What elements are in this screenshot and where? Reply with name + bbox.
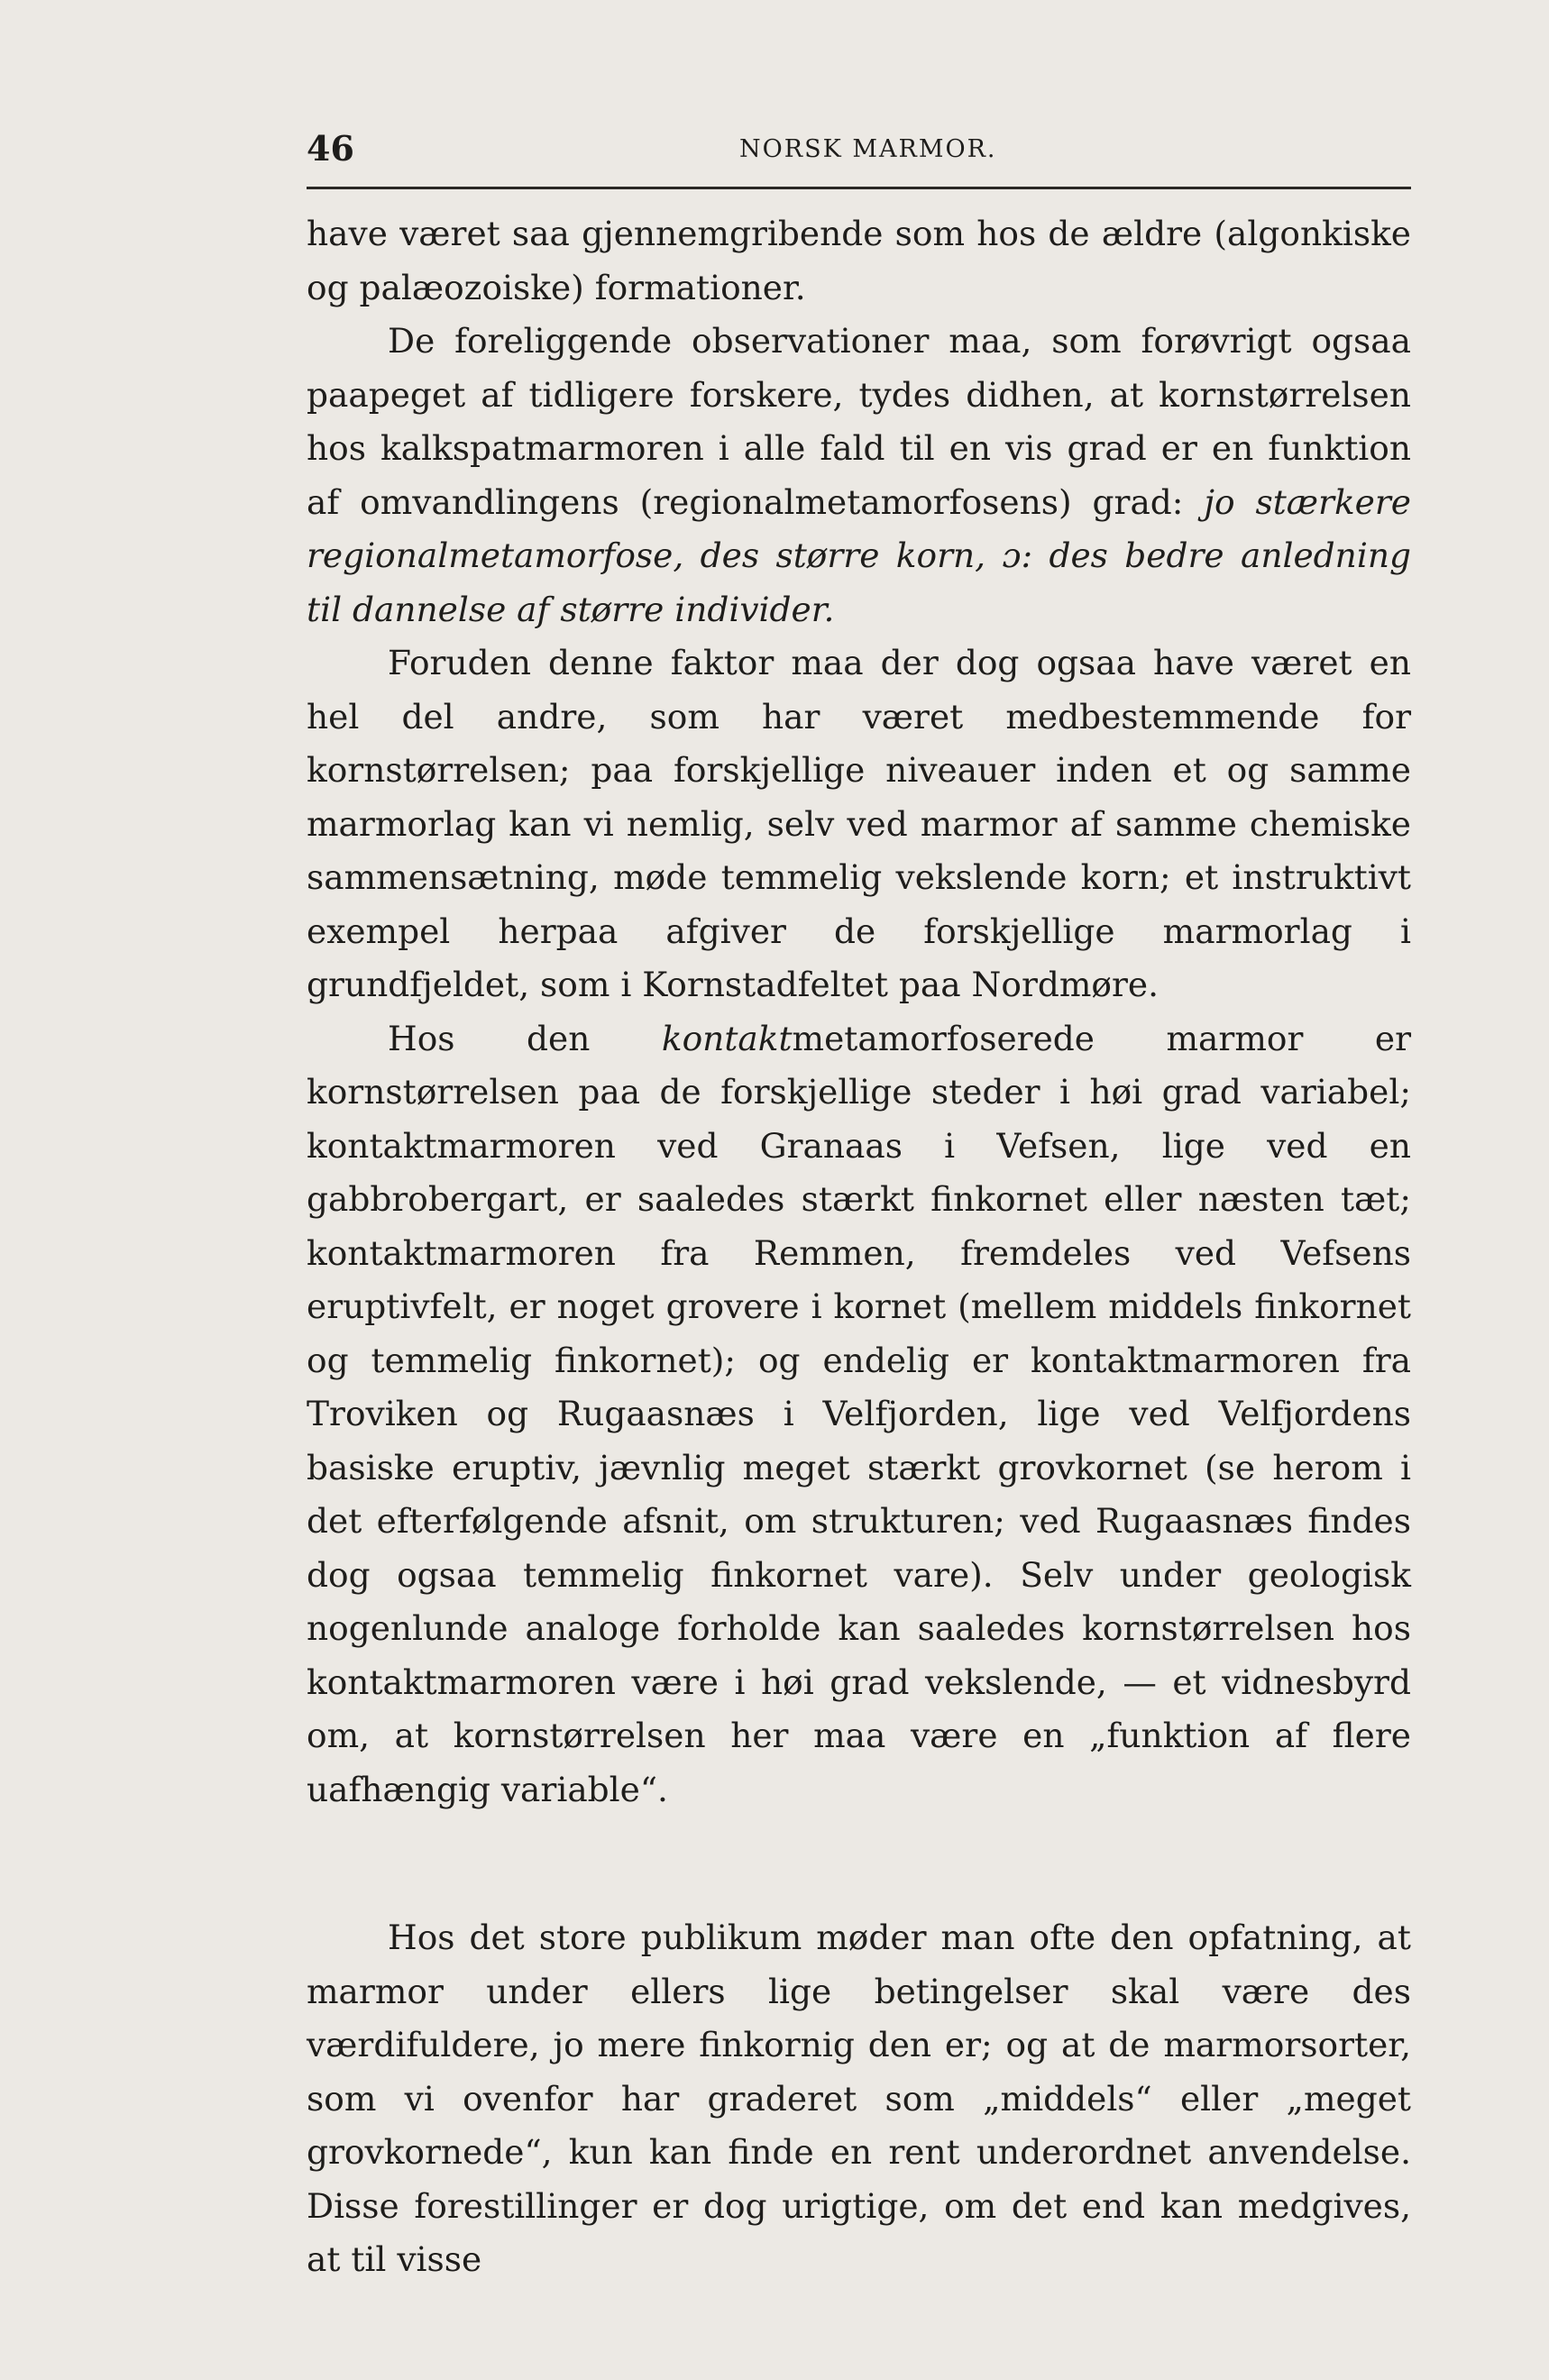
paragraph [307,315,1411,636]
text-run: Hos det store publikum møder man ofte den opfatning, at marmor under ellers lige betingelser skal være des værdifuldere, jo mere finkornig den er; og at de marmorsorter, som vi ovenfor har graderet som „middels“ eller „meget grovkornede“, kun kan finde en rent underordnet anvendelse. Disse forestillinger er dog urigtige, om det end kan medgives, at til visse [307,1918,1411,2279]
text-run: Foruden denne faktor maa der dog ogsaa have været en hel del andre, som har været medbestemmende for kornstørrelsen; paa forskjellige niveauer inden et og samme marmorlag kan vi nemlig, selv ved marmor af samme chemiske sammensætning, møde temmelig vekslende korn; et instruktivt exempel herpaa afgiver de forskjellige marmorlag i grundfjeldet, som i Kornstadfeltet paa Nordmøre. [307,643,1411,1004]
header-rule [307,187,1411,189]
page-number: 46 [307,128,354,169]
page-header [307,128,1411,178]
text-run: De foreliggende observationer maa, som forøvrigt ogsaa paapeget af tidligere forskere, tydes didhen, at kornstørrelsen hos kalkspatmarmoren i alle fald til en vis grad er en funktion af omvandlingens (regionalmetamorfosens) grad: [307,321,1411,522]
text-run: metamorfoserede marmor er kornstørrelsen paa de forskjellige steder i høi grad variabel; kontaktmarmoren ved Granaas i Vefsen, lige ved en gabbrobergart, er saaledes stærkt finkornet eller næsten tæt; kontaktmarmoren fra Remmen, fremdeles ved Vefsens eruptivfelt, er noget grovere i kornet (mellem middels finkornet og temmelig finkornet); og endelig er kontaktmarmoren fra Troviken og Rugaasnæs i Velfjorden, lige ved Velfjordens basiske eruptiv, jævnlig meget stærkt grovkornet (se herom i det efterfølgende afsnit, om strukturen; ved Rugaasnæs findes dog ogsaa temmelig finkornet vare). Selv under geologisk nogenlunde analoge forholde kan saaledes kornstørrelsen hos kontaktmarmoren være i høi grad vekslende, — et vidnesbyrd om, at kornstørrelsen her maa være en „funktion af flere uafhængig variable“. [307,1018,1412,1809]
text-run: Hos den [388,1018,662,1058]
body-text [307,207,1411,2287]
text-run: have været saa gjennemgribende som hos de ældre (algonkiske og palæozoiske) formationer. [307,214,1411,307]
italic-text-run: jo stærkere regionalmetamorfose, des større korn, ɔ: des bedre anledning til dannelse af større individer. [307,481,1411,629]
paragraph [307,1911,1411,2287]
italic-text-run: kontakt [661,1018,793,1058]
running-title: NORSK MARMOR. [739,135,997,163]
paragraph [307,636,1411,1012]
paragraph [307,1012,1411,1817]
paragraph [307,207,1411,315]
